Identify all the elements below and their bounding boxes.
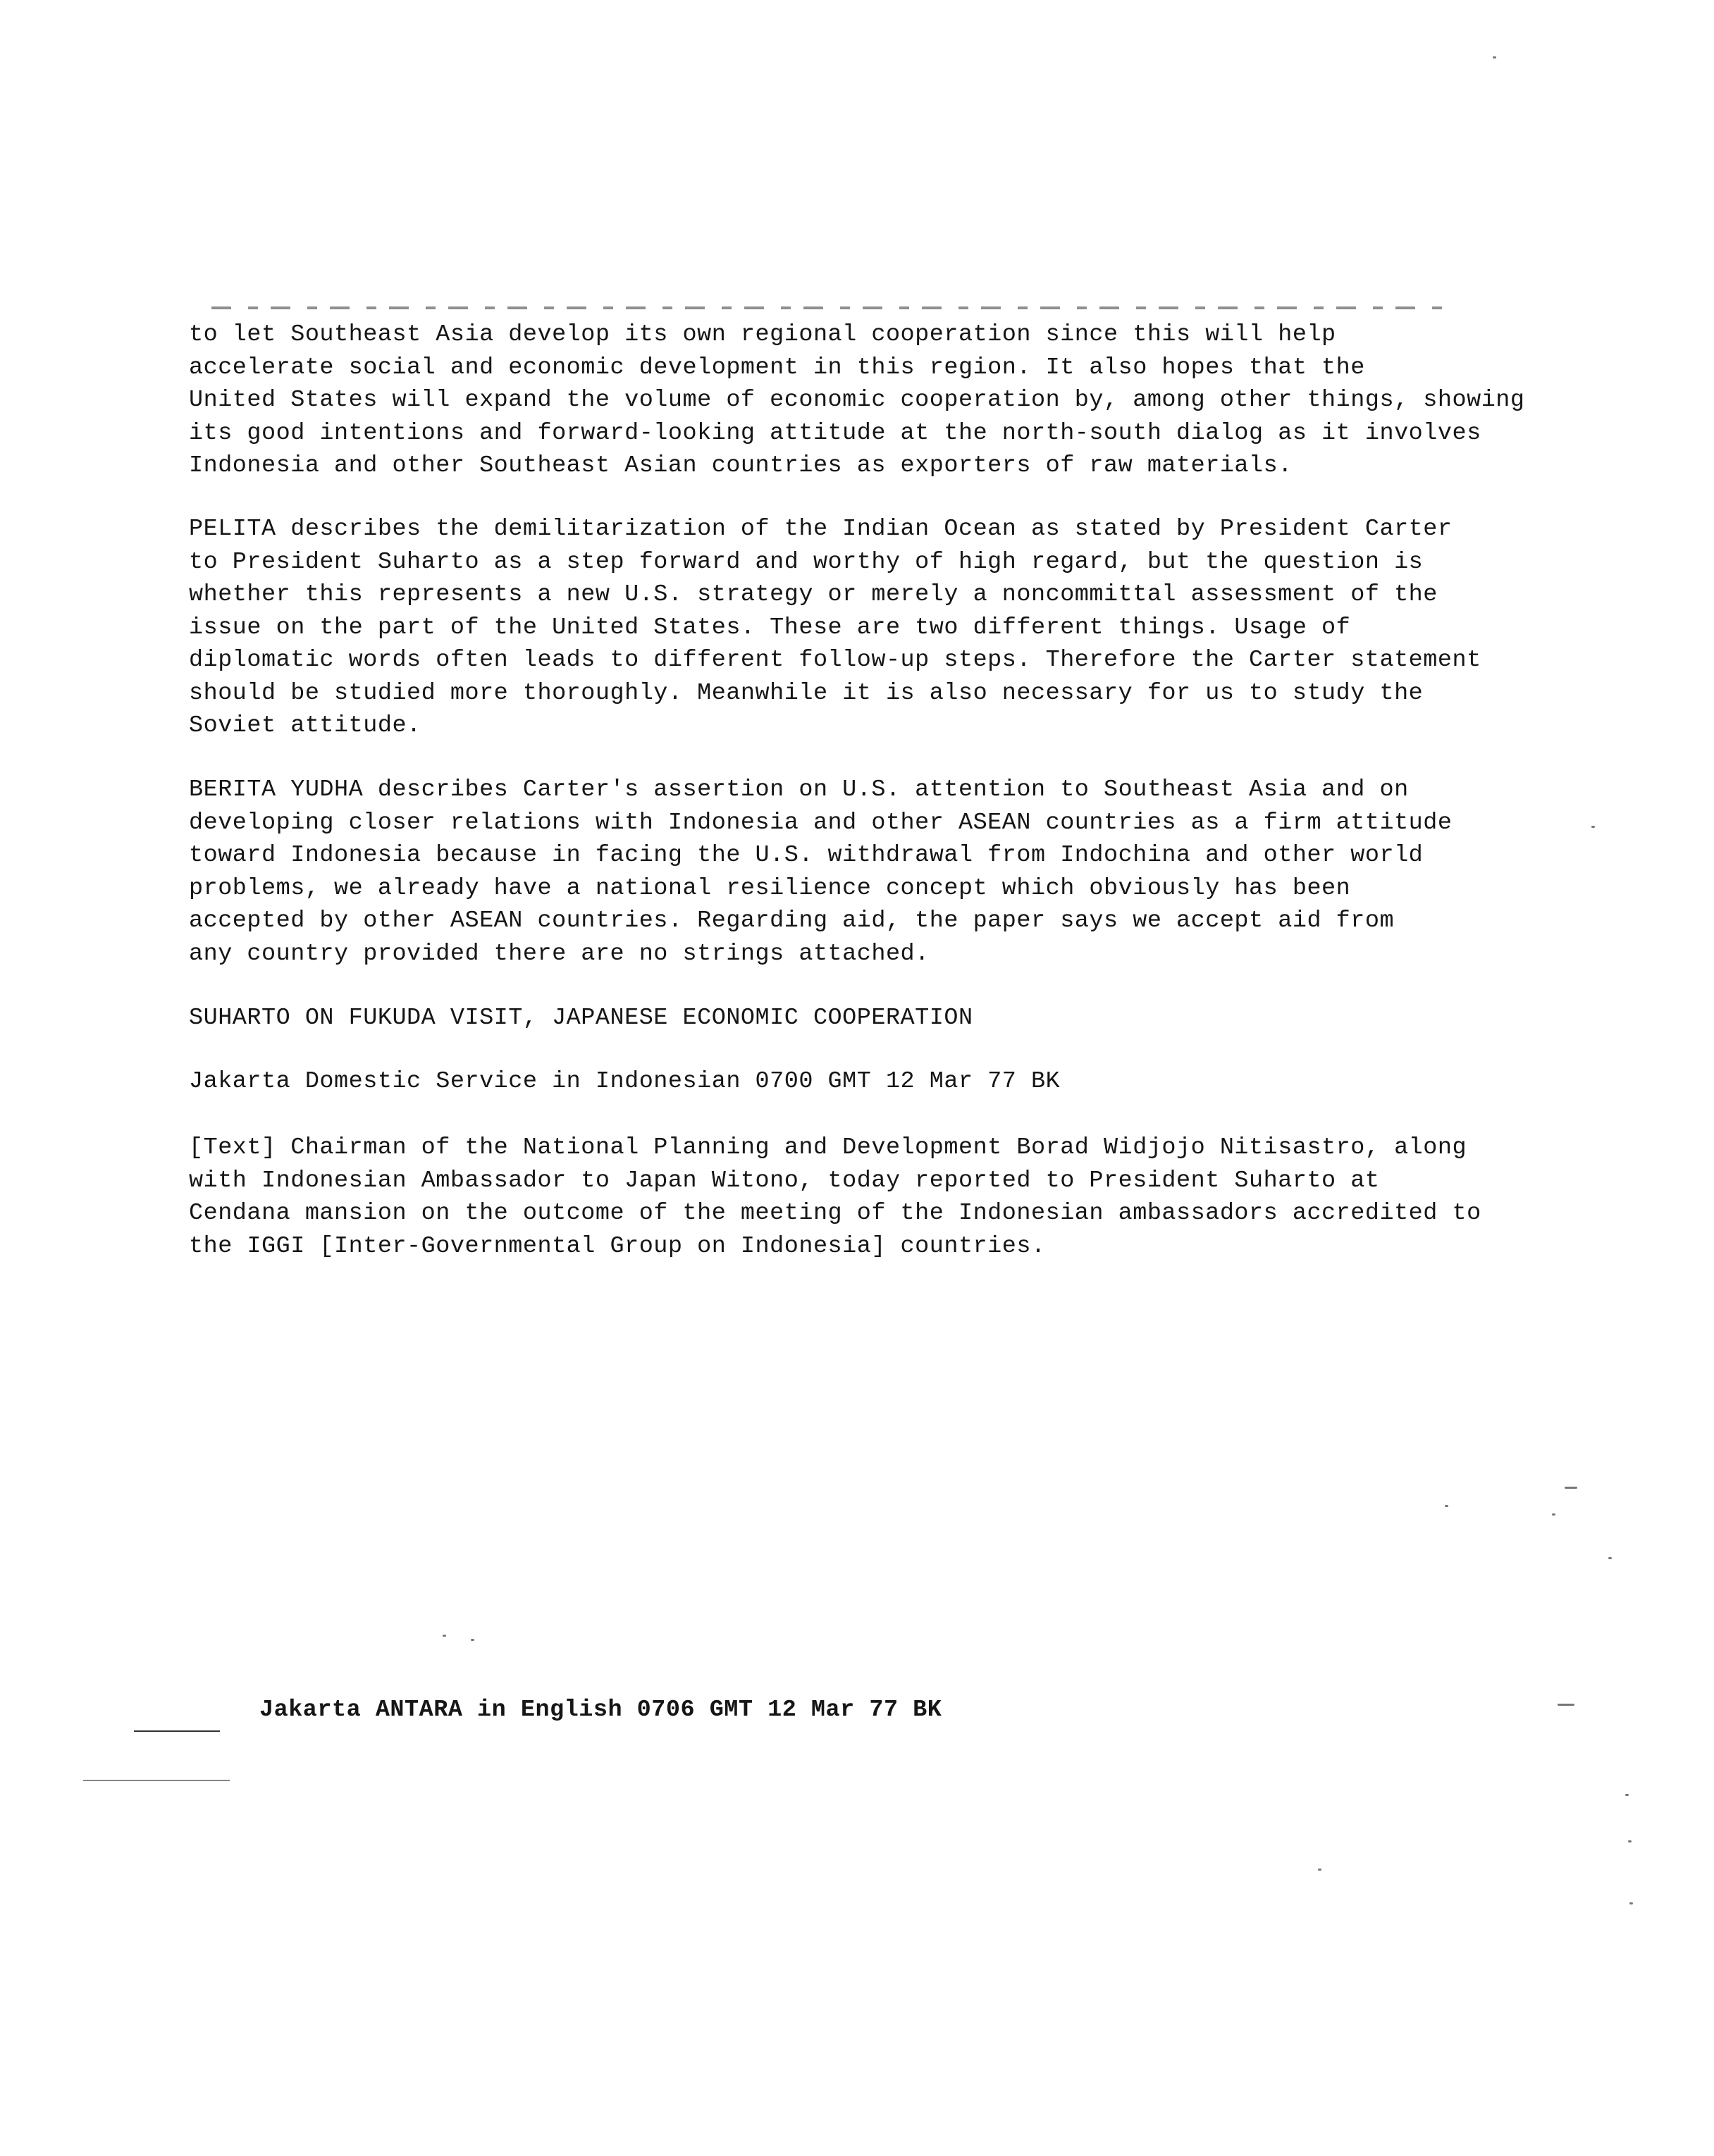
scan-speck: [1493, 56, 1496, 58]
scan-speck: [1591, 826, 1595, 828]
dateline-domestic-service: Jakarta Domestic Service in Indonesian 0700 GMT 12 Mar 77 BK: [189, 1068, 1061, 1095]
scan-speck: [1608, 1557, 1612, 1559]
scan-speck: [471, 1639, 474, 1641]
scan-speck: [1552, 1513, 1555, 1516]
scan-speck: [1318, 1869, 1321, 1871]
margin-rule: [134, 1730, 220, 1732]
scan-speck: [443, 1635, 446, 1637]
scan-speck: [1625, 1794, 1629, 1796]
dateline-antara: Jakarta ANTARA in English 0706 GMT 12 Mar 77 BK: [259, 1697, 942, 1723]
scan-speck: [1558, 1704, 1574, 1706]
scan-speck: [1565, 1487, 1577, 1489]
scan-speck: [1629, 1902, 1633, 1904]
paragraph-text-report: [Text] Chairman of the National Planning and Development Borad Widjojo Nitisastro, along with Indonesian Ambassador to Japan Witono, today reported to President Suharto at Cendana mansion on the outcome of the meeting of the Indonesian ambassadors accredited to the IGGI [Inter-Governmental Group on Indonesia] countries.: [189, 1134, 1481, 1260]
cut-off-text-line: [211, 304, 1452, 311]
paragraph-berita-yudha: BERITA YUDHA describes Carter's assertion on U.S. attention to Southeast Asia and on developing closer relations with Indonesia and other ASEAN countries as a firm attitude toward Indonesia because in facing the U.S. withdrawal from Indochina and other world problems, we already have a national resilience concept which obviously has been accepted by other ASEAN countries. Regarding aid, the paper says we accept aid from any country provided there are no strings attached.: [189, 776, 1453, 967]
paragraph-regional-cooperation: to let Southeast Asia develop its own regional cooperation since this will help accelerate social and economic development in this region. It also hopes that the United States will expand the volume of economic cooperation by, among other things, showing its good intentions and forward-looking attitude at the north-south dialog as it involves Indonesia and other Southeast Asian countries as exporters of raw materials.: [189, 321, 1525, 479]
paragraph-pelita: PELITA describes the demilitarization of the Indian Ocean as stated by President Carter to President Suharto as a step forward and worthy of high regard, but the question is whether this represents a new U.S. strategy or merely a noncommittal assessment of the issue on the part of the United States. These are two different things. Usage of diplomatic words often leads to different follow-up steps. Therefore the Carter statement should be studied more thoroughly. Meanwhile it is also necessary for us to study the Soviet attitude.: [189, 516, 1481, 739]
scan-speck: [1445, 1505, 1448, 1507]
margin-rule: [83, 1780, 230, 1781]
scan-speck: [1628, 1840, 1632, 1842]
section-heading: SUHARTO ON FUKUDA VISIT, JAPANESE ECONOMIC COOPERATION: [189, 1005, 973, 1031]
